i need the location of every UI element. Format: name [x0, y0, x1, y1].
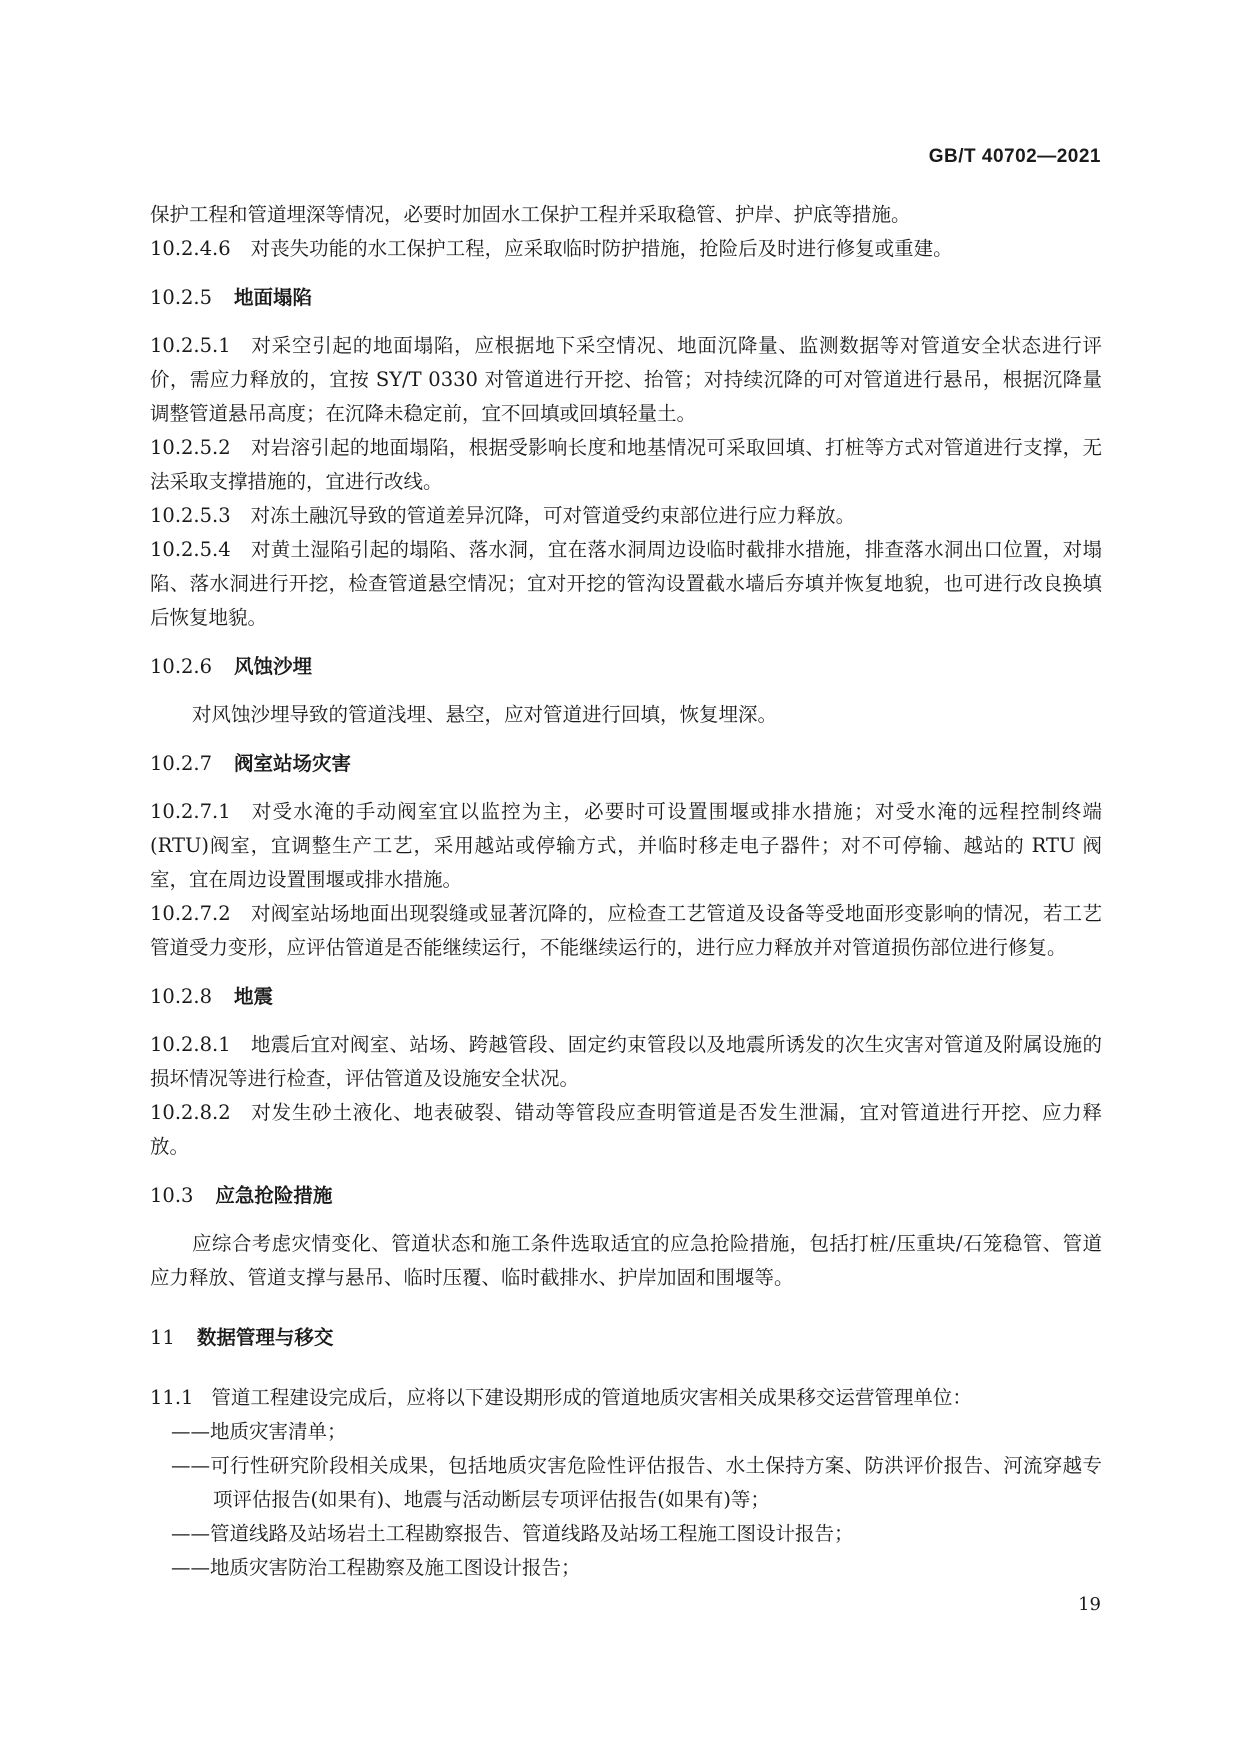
- heading-title: 应急抢险措施: [215, 1184, 333, 1207]
- heading-10-2-6: [150, 650, 1102, 684]
- clause-10-2-7-1: [150, 795, 1102, 897]
- paragraph-continued: 保护工程和管道埋深等情况，必要时加固水工保护工程并采取稳管、护岸、护底等措施。: [150, 203, 911, 226]
- clause-10-2-7-2: [150, 897, 1102, 965]
- clause-number: 10.2.5.1: [150, 334, 231, 357]
- clause-number: 10.2.5.3: [150, 504, 231, 527]
- heading-10-2-7: [150, 747, 1102, 781]
- clause-number: 10.2.5.4: [150, 538, 231, 561]
- clause-text: 对丧失功能的水工保护工程，应采取临时防护措施，抢险后及时进行修复或重建。: [250, 237, 953, 260]
- heading-title: 地震: [234, 985, 274, 1008]
- clause-text: 对采空引起的地面塌陷，应根据地下采空情况、地面沉降量、监测数据等对管道安全状态进行评价，需应力释放的，宜按 SY/T 0330 对管道进行开挖、抬管；对持续沉降的可对管道进行悬吊，根据沉降量调整管道悬吊高度；在沉降未稳定前，宜不回填或回填轻量土。: [150, 334, 1102, 425]
- clause-text: 对黄土湿陷引起的塌陷、落水洞，宜在落水洞周边设临时截排水措施，排查落水洞出口位置，对塌陷、落水洞进行开挖，检查管道悬空情况；宜对开挖的管沟设置截水墙后夯填并恢复地貌，也可进行改良换填后恢复地貌。: [150, 538, 1102, 629]
- heading-10-2-8: [150, 980, 1102, 1014]
- heading-title: 阀室站场灾害: [234, 752, 352, 775]
- heading-11: [150, 1321, 1102, 1355]
- clause-10-2-8-2: [150, 1096, 1102, 1164]
- list-item: ——可行性研究阶段相关成果，包括地质灾害危险性评估报告、水土保持方案、防洪评价报告、河流穿越专项评估报告(如果有)、地震与活动断层专项评估报告(如果有)等；: [171, 1454, 1102, 1511]
- clause-number: 10.2.4.6: [150, 237, 231, 260]
- heading-number: 10.2.5: [150, 286, 213, 309]
- list-item: ——管道线路及站场岩土工程勘察报告、管道线路及站场工程施工图设计报告；: [171, 1522, 854, 1545]
- clause-text: 对岩溶引起的地面塌陷，根据受影响长度和地基情况可采取回填、打桩等方式对管道进行支撑，无法采取支撑措施的，宜进行改线。: [150, 436, 1102, 493]
- clause-10-2-5-3: [150, 499, 1102, 533]
- clause-10-2-5-4: [150, 533, 1102, 635]
- clause-10-2-4-6: [150, 232, 1102, 266]
- clause-number: 10.2.8.2: [150, 1101, 231, 1124]
- heading-number: 10.2.6: [150, 655, 213, 678]
- clause-11-1: [150, 1381, 1102, 1415]
- clause-number: 10.2.7.2: [150, 902, 231, 925]
- clause-text: 对冻土融沉导致的管道差异沉降，可对管道受约束部位进行应力释放。: [250, 504, 856, 527]
- list-item: ——地质灾害防治工程勘察及施工图设计报告；: [171, 1556, 581, 1579]
- page-number: 19: [1078, 1594, 1101, 1615]
- standard-code: GB/T 40702—2021: [928, 146, 1101, 167]
- clause-number: 10.2.7.1: [150, 800, 231, 823]
- clause-number: 11.1: [150, 1386, 194, 1409]
- clause-10-2-5-1: [150, 329, 1102, 431]
- heading-title: 风蚀沙埋: [234, 655, 313, 678]
- clause-text: 对阀室站场地面出现裂缝或显著沉降的，应检查工艺管道及设备等受地面形变影响的情况，若工艺管道受力变形，应评估管道是否能继续运行，不能继续运行的，进行应力释放并对管道损伤部位进行修复。: [150, 902, 1102, 959]
- heading-title: 数据管理与移交: [196, 1326, 334, 1349]
- paragraph-10-2-6: 对风蚀沙埋导致的管道浅埋、悬空，应对管道进行回填，恢复埋深。: [192, 703, 778, 726]
- heading-number: 11: [150, 1326, 175, 1349]
- heading-number: 10.2.7: [150, 752, 213, 775]
- clause-text: 管道工程建设完成后，应将以下建设期形成的管道地质灾害相关成果移交运营管理单位：: [211, 1386, 972, 1409]
- clause-text: 地震后宜对阀室、站场、跨越管段、固定约束管段以及地震所诱发的次生灾害对管道及附属设施的损坏情况等进行检查，评估管道及设施安全状况。: [150, 1033, 1102, 1090]
- heading-number: 10.3: [150, 1184, 194, 1207]
- clause-text: 对发生砂土液化、地表破裂、错动等管段应查明管道是否发生泄漏，宜对管道进行开挖、应力释放。: [150, 1101, 1102, 1158]
- document-body: [150, 198, 1102, 1585]
- heading-title: 地面塌陷: [234, 286, 313, 309]
- heading-10-3: [150, 1179, 1102, 1213]
- clause-10-2-8-1: [150, 1028, 1102, 1096]
- clause-10-2-5-2: [150, 431, 1102, 499]
- paragraph-10-3: 应综合考虑灾情变化、管道状态和施工条件选取适宜的应急抢险措施，包括打桩/压重块/石笼稳管、管道应力释放、管道支撑与悬吊、临时压覆、临时截排水、护岸加固和围堰等。: [150, 1232, 1102, 1289]
- clause-text: 对受水淹的手动阀室宜以监控为主，必要时可设置围堰或排水措施；对受水淹的远程控制终端(RTU)阀室，宜调整生产工艺，采用越站或停输方式，并临时移走电子器件；对不可停输、越站的 RTU 阀室，宜在周边设置围堰或排水措施。: [150, 800, 1102, 891]
- heading-number: 10.2.8: [150, 985, 213, 1008]
- list-item: ——地质灾害清单；: [171, 1420, 347, 1443]
- clause-number: 10.2.5.2: [150, 436, 231, 459]
- clause-number: 10.2.8.1: [150, 1033, 231, 1056]
- heading-10-2-5: [150, 281, 1102, 315]
